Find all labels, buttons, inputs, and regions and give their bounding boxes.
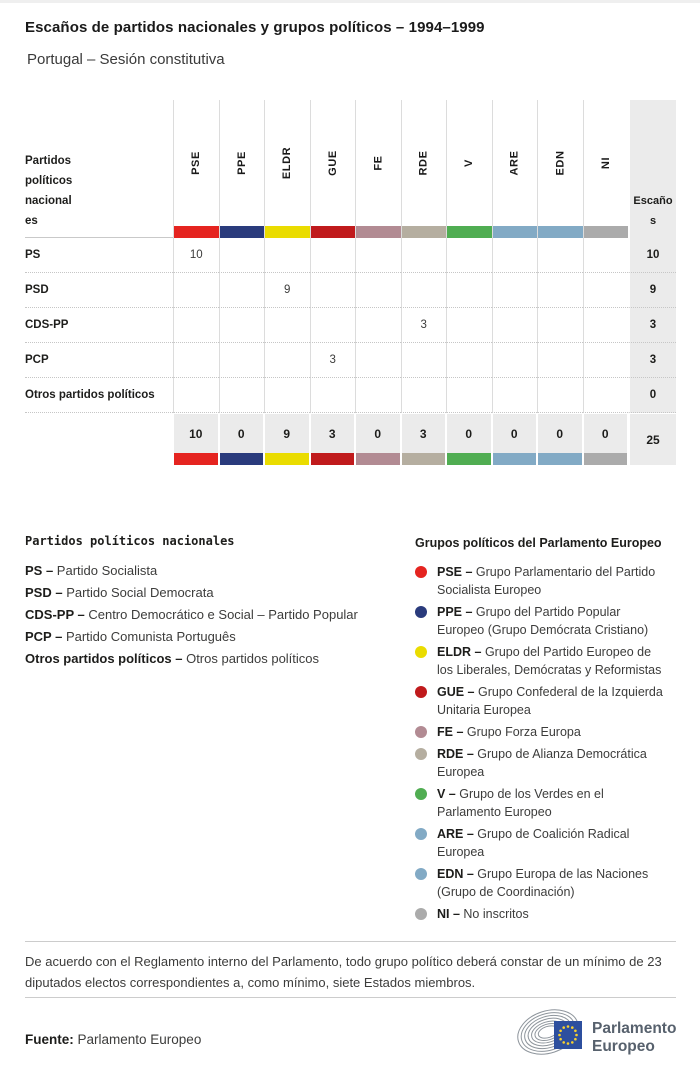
logo-text-line1: Parlamento bbox=[592, 1020, 677, 1037]
party-full-name: Partido Social Democrata bbox=[66, 585, 214, 600]
column-header-rotator bbox=[220, 100, 265, 226]
totals-group-color-bar bbox=[584, 453, 628, 465]
table-cell-value bbox=[583, 343, 629, 378]
column-header-fe bbox=[355, 100, 401, 238]
legend-color-dot-ni bbox=[415, 908, 427, 920]
group-color-bar bbox=[402, 226, 447, 238]
table-cell-value bbox=[219, 238, 265, 273]
column-header-label: RDE bbox=[417, 150, 430, 176]
table-cell-value bbox=[173, 273, 219, 308]
legend-color-dot-are bbox=[415, 828, 427, 840]
totals-group-color-bar bbox=[538, 453, 582, 465]
divider-bottom bbox=[25, 997, 676, 998]
table-cell-row-total: 10 bbox=[628, 238, 676, 273]
political-group-legend-item bbox=[415, 563, 677, 599]
totals-cell-value: 0 bbox=[356, 414, 400, 453]
column-header-rotator bbox=[311, 100, 356, 226]
column-header-rotator bbox=[538, 100, 583, 226]
table-cell-value bbox=[583, 378, 629, 413]
table-cell-row-total: 3 bbox=[628, 308, 676, 343]
table-cell-value bbox=[446, 378, 492, 413]
table-row-party-label: PSD bbox=[25, 273, 173, 308]
column-header-rde bbox=[401, 100, 447, 238]
table-cell-value bbox=[310, 238, 356, 273]
party-full-name: Otros partidos políticos bbox=[186, 651, 320, 666]
column-header-pse bbox=[173, 100, 219, 238]
column-header-rotator bbox=[174, 100, 219, 226]
group-abbreviation: FE – bbox=[437, 725, 467, 739]
table-cell-value bbox=[583, 238, 629, 273]
column-header-rotator bbox=[584, 100, 629, 226]
party-full-name: Centro Democrático e Social – Partido Popular bbox=[88, 607, 358, 622]
group-color-bar bbox=[538, 226, 583, 238]
group-color-bar bbox=[584, 226, 629, 238]
table-cell-value bbox=[219, 378, 265, 413]
table-cell-value bbox=[219, 273, 265, 308]
group-color-bar bbox=[174, 226, 219, 238]
political-group-description bbox=[437, 563, 667, 599]
party-full-name: Partido Comunista Português bbox=[65, 629, 236, 644]
totals-cell-value: 0 bbox=[538, 414, 582, 453]
table-cell-value: 9 bbox=[264, 273, 310, 308]
political-groups-legend bbox=[415, 536, 677, 927]
totals-cell-value: 10 bbox=[174, 414, 218, 453]
column-header-v bbox=[446, 100, 492, 238]
political-group-description bbox=[437, 825, 667, 861]
political-group-description bbox=[437, 683, 667, 719]
totals-cell-value: 0 bbox=[220, 414, 264, 453]
seats-table-grid bbox=[25, 100, 676, 413]
totals-group-color-bar bbox=[174, 453, 218, 465]
legend-color-dot-edn bbox=[415, 868, 427, 880]
group-color-bar bbox=[220, 226, 265, 238]
group-color-bar bbox=[447, 226, 492, 238]
legend-color-dot-ppe bbox=[415, 606, 427, 618]
table-cell-value bbox=[583, 308, 629, 343]
party-abbreviation: PCP – bbox=[25, 629, 66, 644]
group-abbreviation: NI – bbox=[437, 907, 464, 921]
column-header-rotator bbox=[493, 100, 538, 226]
table-cell-value bbox=[310, 273, 356, 308]
group-abbreviation: RDE – bbox=[437, 747, 478, 761]
table-cell-value bbox=[355, 273, 401, 308]
totals-cell-value: 0 bbox=[447, 414, 491, 453]
group-full-name: Grupo de los Verdes en el Parlamento Europeo bbox=[437, 787, 604, 819]
national-party-legend-item bbox=[25, 582, 400, 604]
table-cell-value bbox=[401, 343, 447, 378]
logo-text-line2: Europeo bbox=[592, 1038, 655, 1055]
group-abbreviation: EDN – bbox=[437, 867, 478, 881]
totals-cell-value: 0 bbox=[493, 414, 537, 453]
group-abbreviation: GUE – bbox=[437, 685, 478, 699]
table-cell-row-total: 0 bbox=[628, 378, 676, 413]
legend-color-dot-eldr bbox=[415, 646, 427, 658]
seats-table bbox=[25, 100, 676, 465]
group-color-bar bbox=[493, 226, 538, 238]
group-color-bar bbox=[265, 226, 310, 238]
totals-group-color-bar bbox=[447, 453, 491, 465]
group-color-bar bbox=[356, 226, 401, 238]
table-cell-value bbox=[355, 343, 401, 378]
political-group-description bbox=[437, 643, 667, 679]
table-cell-value bbox=[492, 308, 538, 343]
table-cell-value bbox=[492, 378, 538, 413]
seats-table-totals bbox=[25, 413, 676, 465]
source-value: Parlamento Europeo bbox=[73, 1032, 202, 1047]
group-full-name: Grupo de Coalición Radical Europea bbox=[437, 827, 630, 859]
table-row-party-label: Otros partidos políticos bbox=[25, 378, 173, 413]
totals-group-color-bar bbox=[402, 453, 446, 465]
group-full-name: Grupo Forza Europa bbox=[466, 725, 581, 739]
table-cell-value bbox=[264, 343, 310, 378]
political-group-legend-item bbox=[415, 785, 677, 821]
totals-cell-value: 0 bbox=[584, 414, 628, 453]
table-cell-value bbox=[310, 308, 356, 343]
table-cell-value bbox=[264, 308, 310, 343]
legend-color-dot-pse bbox=[415, 566, 427, 578]
table-cell-value bbox=[446, 308, 492, 343]
table-corner-header bbox=[25, 100, 173, 238]
political-group-description bbox=[437, 785, 667, 821]
table-cell-value: 10 bbox=[173, 238, 219, 273]
column-header-rotator bbox=[265, 100, 310, 226]
table-cell-value bbox=[583, 273, 629, 308]
table-cell-value: 3 bbox=[401, 308, 447, 343]
group-full-name: No inscritos bbox=[463, 907, 529, 921]
national-party-legend-item bbox=[25, 604, 400, 626]
column-header-ni bbox=[583, 100, 629, 238]
totals-row-spacer bbox=[25, 413, 173, 465]
national-party-legend-item bbox=[25, 560, 400, 582]
political-group-description bbox=[437, 905, 667, 923]
group-abbreviation: ELDR – bbox=[437, 645, 485, 659]
table-cell-value bbox=[355, 238, 401, 273]
table-cell-value bbox=[173, 308, 219, 343]
seats-header-label: Escaños bbox=[633, 195, 673, 227]
table-cell-value bbox=[173, 343, 219, 378]
group-abbreviation: PPE – bbox=[437, 605, 476, 619]
totals-group-color-bar bbox=[220, 453, 264, 465]
table-cell-value bbox=[492, 273, 538, 308]
column-header-eldr bbox=[264, 100, 310, 238]
group-full-name: Grupo Confederal de la Izquierda Unitaria Europea bbox=[437, 685, 663, 717]
table-cell-value bbox=[537, 308, 583, 343]
party-abbreviation: PS – bbox=[25, 563, 57, 578]
column-header-label: FE bbox=[372, 155, 385, 171]
european-parliament-logo-graphic bbox=[514, 1002, 678, 1062]
table-cell-value bbox=[537, 273, 583, 308]
table-cell-row-total: 3 bbox=[628, 343, 676, 378]
group-full-name: Grupo de Alianza Democrática Europea bbox=[437, 747, 647, 779]
national-parties-legend bbox=[25, 534, 400, 670]
table-row-party-label: PCP bbox=[25, 343, 173, 378]
column-header-label: NI bbox=[599, 156, 612, 170]
column-header-label: PSE bbox=[190, 151, 203, 175]
political-group-legend-item bbox=[415, 825, 677, 861]
table-cell-value bbox=[355, 378, 401, 413]
table-cell-value bbox=[355, 308, 401, 343]
political-group-legend-item bbox=[415, 865, 677, 901]
column-header-rotator bbox=[402, 100, 447, 226]
table-cell-value bbox=[492, 343, 538, 378]
political-group-legend-item bbox=[415, 683, 677, 719]
row-header-label: Partidos políticos nacionales bbox=[25, 155, 73, 227]
table-cell-value bbox=[537, 238, 583, 273]
table-cell-value bbox=[446, 343, 492, 378]
table-cell-value bbox=[219, 343, 265, 378]
divider-top bbox=[25, 941, 676, 942]
legend-color-dot-gue bbox=[415, 686, 427, 698]
column-header-rotator bbox=[447, 100, 492, 226]
group-full-name: Grupo Europa de las Naciones (Grupo de Coordinación) bbox=[437, 867, 649, 899]
source-label: Fuente: bbox=[25, 1032, 74, 1047]
legend-color-dot-rde bbox=[415, 748, 427, 760]
page-title: Escaños de partidos nacionales y grupos políticos – 1994–1999 bbox=[25, 19, 485, 36]
table-row-party-label: PS bbox=[25, 238, 173, 273]
column-header-label: GUE bbox=[326, 150, 339, 176]
national-party-legend-item bbox=[25, 648, 400, 670]
political-group-description bbox=[437, 723, 667, 741]
party-full-name: Partido Socialista bbox=[56, 563, 158, 578]
table-cell-value bbox=[401, 273, 447, 308]
political-group-legend-item bbox=[415, 745, 677, 781]
party-abbreviation: PSD – bbox=[25, 585, 67, 600]
column-header-gue bbox=[310, 100, 356, 238]
national-parties-legend-heading: Partidos políticos nacionales bbox=[25, 534, 235, 548]
totals-group-color-bar bbox=[493, 453, 537, 465]
group-full-name: Grupo del Partido Popular Europeo (Grupo Demócrata Cristiano) bbox=[437, 605, 649, 637]
seats-column-header bbox=[628, 100, 676, 238]
table-cell-value bbox=[537, 378, 583, 413]
legend-color-dot-v bbox=[415, 788, 427, 800]
table-cell-value bbox=[537, 343, 583, 378]
table-cell-value bbox=[492, 238, 538, 273]
column-header-are bbox=[492, 100, 538, 238]
table-cell-row-total: 9 bbox=[628, 273, 676, 308]
table-cell-value bbox=[264, 238, 310, 273]
column-header-label: EDN bbox=[554, 150, 567, 176]
source-line bbox=[25, 1032, 201, 1047]
table-cell-value bbox=[401, 378, 447, 413]
group-color-bar bbox=[311, 226, 356, 238]
footnote: De acuerdo con el Reglamento interno del Parlamento, todo grupo político deberá constar de un mínimo de 23 diputados electos correspondientes a, como mínimo, siete Estados miembros. bbox=[25, 954, 662, 990]
group-abbreviation: ARE – bbox=[437, 827, 478, 841]
table-row-party-label: CDS-PP bbox=[25, 308, 173, 343]
column-header-label: ELDR bbox=[281, 146, 294, 180]
column-header-label: PPE bbox=[235, 151, 248, 175]
table-cell-value bbox=[264, 378, 310, 413]
totals-cell-value: 3 bbox=[402, 414, 446, 453]
column-header-rotator bbox=[356, 100, 401, 226]
totals-cell-value: 9 bbox=[265, 414, 309, 453]
political-group-legend-item bbox=[415, 723, 677, 741]
table-cell-value bbox=[446, 273, 492, 308]
political-group-legend-item bbox=[415, 603, 677, 639]
group-abbreviation: V – bbox=[437, 787, 460, 801]
political-group-description bbox=[437, 603, 667, 639]
window-top-edge bbox=[0, 0, 700, 3]
column-header-edn bbox=[537, 100, 583, 238]
column-header-ppe bbox=[219, 100, 265, 238]
political-group-description bbox=[437, 745, 667, 781]
legend-color-dot-fe bbox=[415, 726, 427, 738]
table-cell-value bbox=[401, 238, 447, 273]
totals-group-color-bar bbox=[311, 453, 355, 465]
political-group-legend-item bbox=[415, 643, 677, 679]
table-cell-value bbox=[446, 238, 492, 273]
page-subtitle: Portugal – Sesión constitutiva bbox=[27, 51, 225, 68]
totals-cell-value: 3 bbox=[311, 414, 355, 453]
group-full-name: Grupo Parlamentario del Partido Socialista Europeo bbox=[437, 565, 656, 597]
table-cell-value bbox=[219, 308, 265, 343]
party-abbreviation: CDS-PP – bbox=[25, 607, 89, 622]
totals-grand-total: 25 bbox=[630, 414, 676, 465]
party-abbreviation: Otros partidos políticos – bbox=[25, 651, 187, 666]
national-party-legend-item bbox=[25, 626, 400, 648]
table-cell-value: 3 bbox=[310, 343, 356, 378]
totals-group-color-bar bbox=[356, 453, 400, 465]
column-header-label: ARE bbox=[508, 150, 521, 176]
table-cell-value bbox=[173, 378, 219, 413]
group-full-name: Grupo del Partido Europeo de los Liberales, Demócratas y Reformistas bbox=[437, 645, 662, 677]
european-parliament-logo bbox=[514, 1002, 678, 1067]
political-group-legend-item bbox=[415, 905, 677, 923]
column-header-label: V bbox=[463, 159, 476, 167]
political-group-description bbox=[437, 865, 667, 901]
political-groups-legend-heading: Grupos políticos del Parlamento Europeo bbox=[415, 536, 662, 550]
totals-group-color-bar bbox=[265, 453, 309, 465]
group-abbreviation: PSE – bbox=[437, 565, 476, 579]
table-cell-value bbox=[310, 378, 356, 413]
